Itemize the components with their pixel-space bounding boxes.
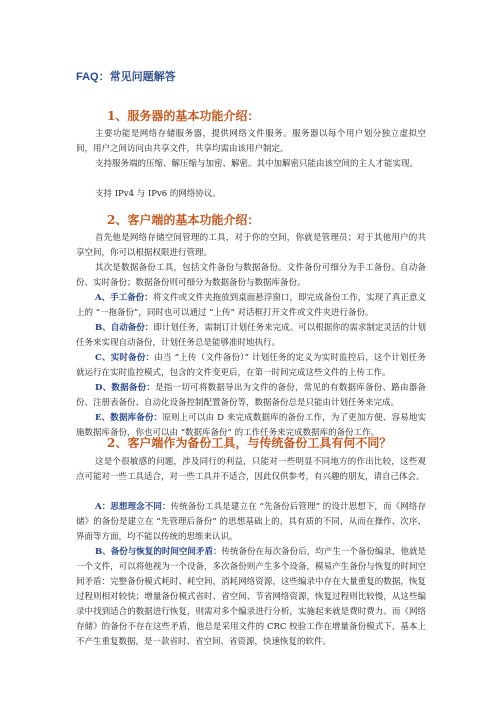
item-label: A、手工备份： xyxy=(95,293,153,303)
item-label: A：思想理念不同： xyxy=(95,502,171,512)
item-label: B、自动备份： xyxy=(95,323,154,333)
paragraph: B、自动备份：即计划任务，需制订计划任务来完成。可以根据你的需求制定灵活的计划任务来实现自动备份，计划任务总是能够准时地执行。 xyxy=(76,323,426,348)
paragraph: D、数据备份：是指一切可将数据导出为文件的备份，常见的有数据库备份、路由器备份、注册表备份、自动化设备控制配置备份等，数据备份总是只能由计划任务来完成。 xyxy=(76,383,426,408)
paragraph: 支持服务端的压缩、解压缩与加密、解密。其中加解密只能由该空间的主人才能实现。 xyxy=(95,159,419,169)
item-label: B、备份与恢复的时间空间矛盾： xyxy=(95,547,222,557)
paragraph: B、备份与恢复的时间空间矛盾：传统备份在每次备份后，均产生一个备份编录，他就是一个文件，可以将他视为一个设备，多次备份则产生多个设备，模易产生备份与恢复的时间空间矛盾：完整备份模式耗时、耗空间，消耗网络资源，这些编录中存在大量重复的数据，恢复过程则相对较快；增量备份模式省时、省空间、节省网络资源，恢复过程则比较慢，从这些编录中找到适合的数据进行恢复，则需对多个编录进行分析，实施起来就是费时费力。而《网络存储》的备份不存在这些矛盾，他总是采用文件的 CRC 校验工作在增量备份模式下，基本上不产生重复数据，是一款省时、省空间、省资源，快速恢复的软件。 xyxy=(76,547,427,647)
paragraph: 这是个很敏感的问题，涉及同行的利益，只能对一些明显不同地方的作出比较，这些观点可能对一些工具适合，对一些工具并不适合，因此仅供参考，有兴趣的朋友，请自己体会。 xyxy=(76,457,426,482)
section-heading-server: 1、服务器的基本功能介绍： xyxy=(107,109,260,123)
paragraph: A、手工备份：将文件或文件夹拖放到桌面悬浮窗口，即完成备份工作，实现了真正意义上的 “一拖备份”，同时也可以通过 “上传” 对话框打开文件或文件夹进行备份。 xyxy=(76,293,426,318)
item-label: C、实时备份： xyxy=(95,353,155,363)
paragraph: 主要功能是网络存储服务器，提供网络文件服务。服务器以每个用户划分独立虚拟空间，用户之间访问由共享文件，共享均需由该用户制定。 xyxy=(76,129,426,154)
paragraph: E、数据库备份：原则上可以由 D 来完成数据库的备份工作，为了更加方便、容易地实施数据库备份，你也可以由 “数据库备份” 的工作任务来完成数据库的备份工作。 xyxy=(76,413,426,438)
paragraph: 其次是数据备份工具，包括文件备份与数据备份。文件备份可细分为手工备份、自动备份、实时备份；数据备份则可细分为数据备份与数据库备份。 xyxy=(76,263,426,288)
item-label: E、数据库备份： xyxy=(95,413,163,423)
section-heading-client: 2、客户端的基本功能介绍： xyxy=(107,213,260,227)
section-heading-comparison: 2、客户端作为备份工具，与传统备份工具有何不同？ xyxy=(107,436,392,450)
paragraph: C、实时备份：由当 “上传（文件备份）” 计划任务的定义为实时监控后，这个计划任务就运行在实时监控模式，包含的文件变更后，在第一时间完成这些文件的上传工作。 xyxy=(76,353,426,378)
page-title: FAQ：常见问题解答 xyxy=(76,71,176,83)
paragraph: 首先他是网络存储空间管理的工具，对于你的空间，你就是管理员；对于其他用户的共享空间，你可以根据权限进行管理。 xyxy=(76,233,426,258)
paragraph: A：思想理念不同：传统备份工具是建立在 “先备份后管理” 的设计思想下，而《网络存储》的备份是建立在 “先管理后备份” 的思想基础上的，具有质的不同，从而在操作、次序、界面等方面，均不能以传统的思维来认识。 xyxy=(76,502,426,542)
item-label: D、数据备份： xyxy=(95,383,156,393)
paragraph: 支持 IPv4 与 IPv6 的网络协议。 xyxy=(95,189,221,199)
